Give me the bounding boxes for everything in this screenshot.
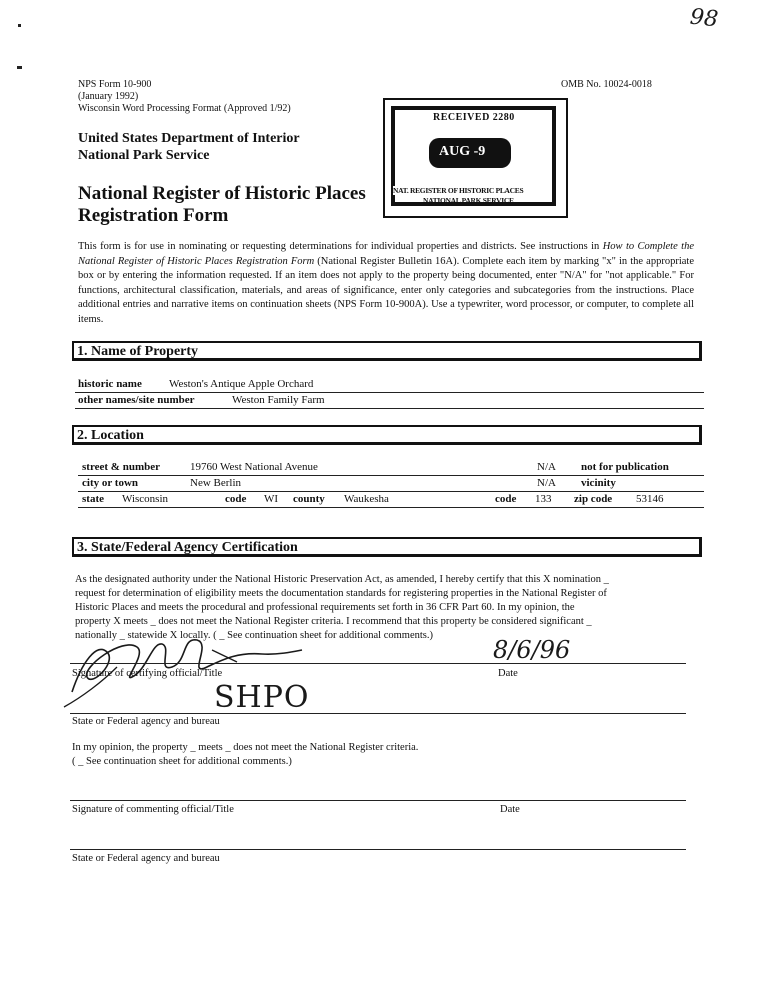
city-value: New Berlin [190, 477, 242, 489]
other-names-label: other names/site number [78, 394, 195, 406]
form-date: (January 1992) [78, 91, 139, 102]
rule [75, 392, 704, 393]
section-1-header [72, 341, 702, 361]
form-number: NPS Form 10-900 [78, 79, 152, 90]
rule [78, 491, 704, 492]
stamp-received: RECEIVED 2280 [433, 112, 515, 123]
certifying-date-label: Date [498, 668, 518, 679]
county-label: county [293, 493, 325, 505]
county-code-value: 133 [535, 493, 552, 505]
omb-number: OMB No. 10024-0018 [561, 79, 652, 90]
department: United States Department of Interior [78, 131, 300, 146]
street-value: 19760 West National Avenue [190, 461, 318, 473]
rule [70, 800, 686, 801]
received-stamp [383, 98, 568, 218]
street-na: N/A [537, 461, 556, 473]
instructions-bulletin-title: How to Complete the National Register of Historic Places Registration Form [78, 241, 694, 267]
historic-name-value: Weston's Antique Apple Orchard [169, 378, 314, 390]
stamp-register: NAT. REGISTER OF HISTORIC PLACES [393, 186, 524, 195]
certifying-agency-label: State or Federal agency and bureau [72, 716, 220, 727]
rule [75, 408, 704, 409]
section-2-header [72, 425, 702, 445]
opinion-line-1: In my opinion, the property _ meets _ does not meet the National Register criteria. [72, 742, 419, 753]
cert-line-1: As the designated authority under the National Historic Preservation Act, as amended, I hereby certify that this X nomination _ [75, 574, 609, 585]
cert-line-2: request for determination of eligibility meets the documentation standards for registering properties in the National Register of [75, 588, 607, 599]
not-for-publication-label: not for publication [581, 461, 669, 473]
state-value: Wisconsin [122, 493, 168, 505]
rule [70, 849, 686, 850]
certifying-signature-label: Signature of certifying official/Title [72, 668, 223, 679]
city-label: city or town [82, 477, 139, 489]
historic-name-label: historic name [78, 378, 142, 390]
scan-mark [18, 24, 21, 27]
commenting-agency-label: State or Federal agency and bureau [72, 853, 220, 864]
instructions-text-a: This form is for use in nominating or requesting determinations for individual properties and districts. See instructions in [78, 241, 603, 252]
section-2-title: 2. Location [77, 428, 144, 443]
county-code-label: code [495, 493, 517, 505]
section-3-title: 3. State/Federal Agency Certification [77, 540, 298, 555]
street-label: street & number [82, 461, 160, 473]
rule [78, 507, 704, 508]
county-value: Waukesha [344, 493, 389, 505]
handwritten-title: SHPO [214, 680, 310, 715]
zip-value: 53146 [636, 493, 664, 505]
form-title-line1: National Register of Historic Places [78, 183, 366, 204]
cert-line-5: nationally _ statewide X locally. ( _ See continuation sheet for additional comments.) [75, 630, 433, 641]
zip-label: zip code [574, 493, 613, 505]
section-3-header [72, 537, 702, 557]
stamp-date: AUG -9 [439, 144, 486, 159]
handwritten-page-number: 98 [688, 4, 720, 33]
opinion-line-2: ( _ See continuation sheet for additional comments.) [72, 756, 292, 767]
rule [70, 713, 686, 714]
stamp-service: NATIONAL PARK SERVICE [423, 196, 514, 205]
instructions [78, 240, 694, 328]
format-note: Wisconsin Word Processing Format (Approved 1/92) [78, 103, 291, 114]
commenting-date-label: Date [500, 804, 520, 815]
other-names-value: Weston Family Farm [232, 394, 325, 406]
rule [78, 475, 704, 476]
city-na: N/A [537, 477, 556, 489]
commenting-signature-label: Signature of commenting official/Title [72, 804, 234, 815]
scan-mark [17, 66, 22, 69]
instructions-text-b: (National Register Bulletin 16A). Complete each item by marking "x" in the appropriate box or by entering the information requested. If an item does not apply to the property being documented, enter "N/A" for "not applicable." For functions, architectural classification, materials, and areas of significance, enter only categories and subcategories from the instructions. Place additional entries and narrative items on continuation sheets (NPS Form 10-900A). Use a typewriter, word processor, or computer, to complete all items. [78, 255, 694, 325]
rule [70, 663, 686, 664]
handwritten-date: 8/6/96 [493, 636, 571, 664]
section-1-title: 1. Name of Property [77, 344, 199, 359]
cert-line-4: property X meets _ does not meet the National Register criteria. I recommend that this property be considered significant _ [75, 616, 592, 627]
service: National Park Service [78, 148, 210, 163]
vicinity-label: vicinity [581, 477, 616, 489]
state-code-label: code [225, 493, 247, 505]
form-title-line2: Registration Form [78, 205, 229, 226]
cert-line-3: Historic Places and meets the procedural and professional requirements set forth in 36 CFR Part 60. In my opinion, the [75, 602, 575, 613]
state-label: state [82, 493, 104, 505]
state-code-value: WI [264, 493, 279, 505]
